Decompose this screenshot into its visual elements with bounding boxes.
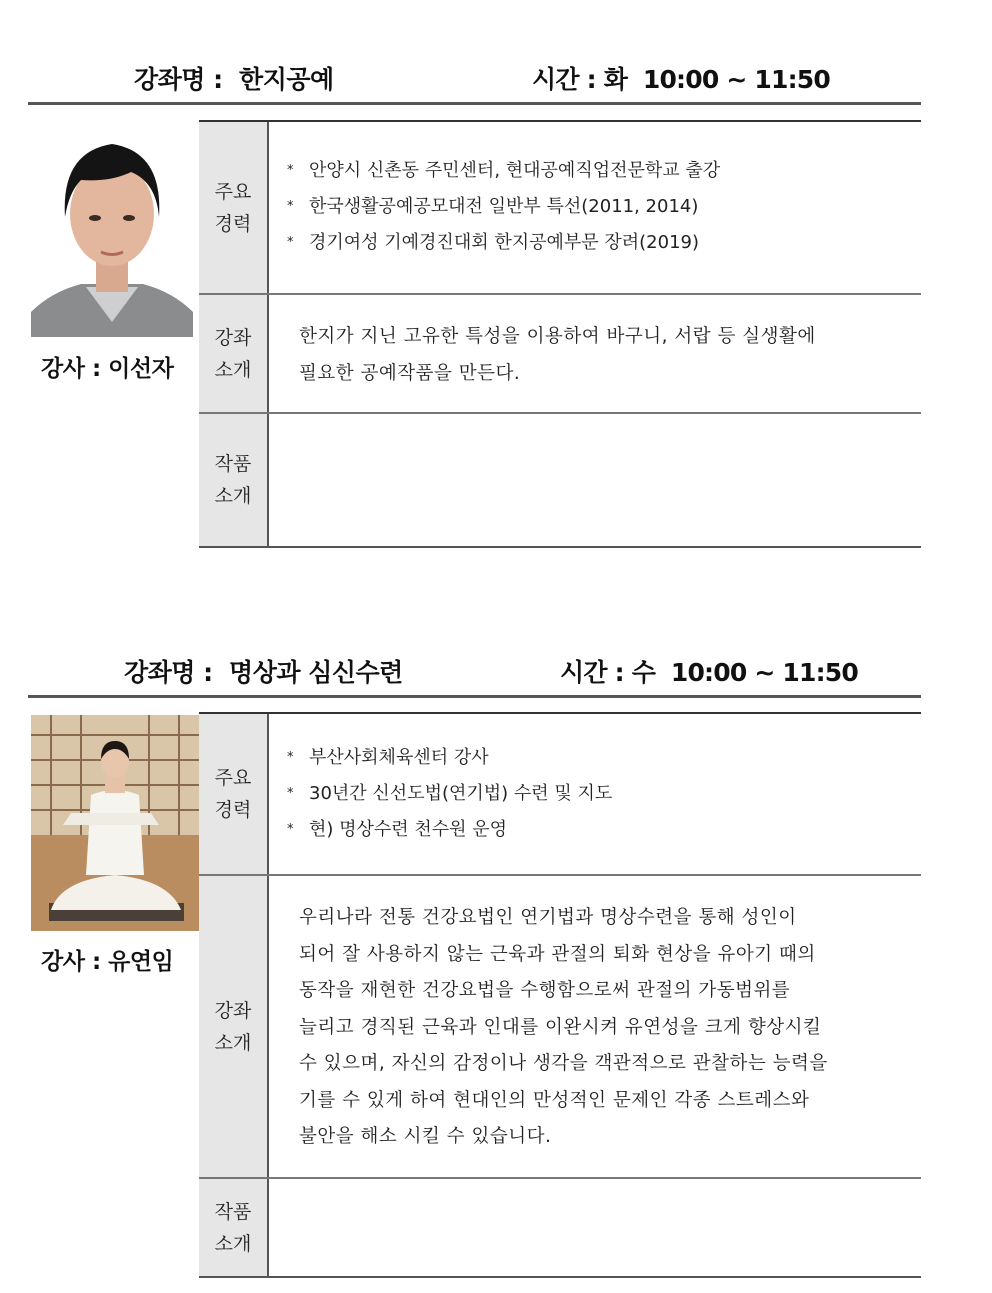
works-label: 작품 [214, 453, 252, 475]
career-label: 경력 [214, 212, 252, 235]
career-label: 주요 [214, 767, 252, 789]
instructor-photo [31, 122, 193, 337]
works-label: 소개 [214, 1232, 252, 1255]
intro-row [199, 295, 921, 414]
bullet-icon: * [287, 786, 294, 801]
bullet-icon: * [287, 163, 294, 178]
bullet-icon: * [287, 822, 294, 837]
career-list [287, 153, 720, 261]
career-label: 주요 [214, 180, 252, 203]
works-row [199, 1179, 921, 1278]
course-intro: 한지가 지닌 고유한 특성을 이용하여 바구니, 서랍 등 실생활에 필요한 공예작품을 만든다. [299, 326, 816, 384]
intro-label: 강좌 [214, 326, 252, 349]
list-item: * 현) 명상수련 천수원 운영 [287, 812, 612, 848]
bullet-icon: * [287, 750, 294, 765]
works-content [269, 414, 921, 546]
instructor-name: 강사 : 이선자 [41, 356, 174, 382]
instructor-name: 강사 : 유연임 [41, 949, 174, 975]
instructor-photo [31, 715, 199, 931]
bullet-icon: * [287, 235, 294, 250]
course-info-table [199, 120, 921, 548]
career-list [287, 740, 612, 848]
course-header [28, 0, 921, 105]
career-row [199, 714, 921, 876]
list-item: * 30년간 신선도법(연기법) 수련 및 지도 [287, 776, 612, 812]
instructor-portrait-icon [31, 122, 193, 337]
intro-label: 소개 [214, 358, 252, 381]
course-header [28, 593, 921, 698]
career-row [199, 122, 921, 295]
intro-row [199, 876, 921, 1179]
career-label: 경력 [214, 799, 252, 821]
meditation-photo-icon [31, 715, 199, 931]
intro-label: 강좌 [214, 999, 252, 1022]
works-content [269, 1179, 921, 1276]
works-label: 소개 [214, 485, 252, 507]
list-item: * 한국생활공예공모대전 일반부 특선(2011, 2014) [287, 189, 720, 225]
course-info-table [199, 712, 921, 1278]
list-item: * 부산사회체육센터 강사 [287, 740, 612, 776]
course-time: 시간 : 수 10:00 ~ 11:50 [560, 658, 858, 687]
list-item: * 안양시 신촌동 주민센터, 현대공예직업전문학교 출강 [287, 153, 720, 189]
list-item: * 경기여성 기예경진대회 한지공예부문 장려(2019) [287, 225, 720, 261]
bullet-icon: * [287, 199, 294, 214]
course-intro: 우리나라 전통 건강요법인 연기법과 명상수련을 통해 성인이 되어 잘 사용하지 않는 근육과 관절의 퇴화 현상을 유아기 때의 동작을 재현한 건강요법을 수행함으로써 관절의 가동범위를 늘리고 경직된 근육과 인대를 이완시켜 유연성을 크게 향상시킬 수 있으며, 자신의 감정이나 생각을 객관적으로 관찰하는 능력을 기를 수 있게 하여 현대인의 만성적인 문제인 각종 스트레스와 불안을 해소 시킬 수 있습니다. [299, 907, 828, 1147]
career-label-cell [199, 122, 269, 293]
intro-label: 소개 [214, 1031, 252, 1054]
course-title: 강좌명 : 한지공예 [134, 65, 334, 94]
course-title: 강좌명 : 명상과 심신수련 [124, 658, 403, 687]
works-label: 작품 [214, 1200, 252, 1223]
works-row [199, 414, 921, 548]
course-time: 시간 : 화 10:00 ~ 11:50 [532, 65, 830, 94]
